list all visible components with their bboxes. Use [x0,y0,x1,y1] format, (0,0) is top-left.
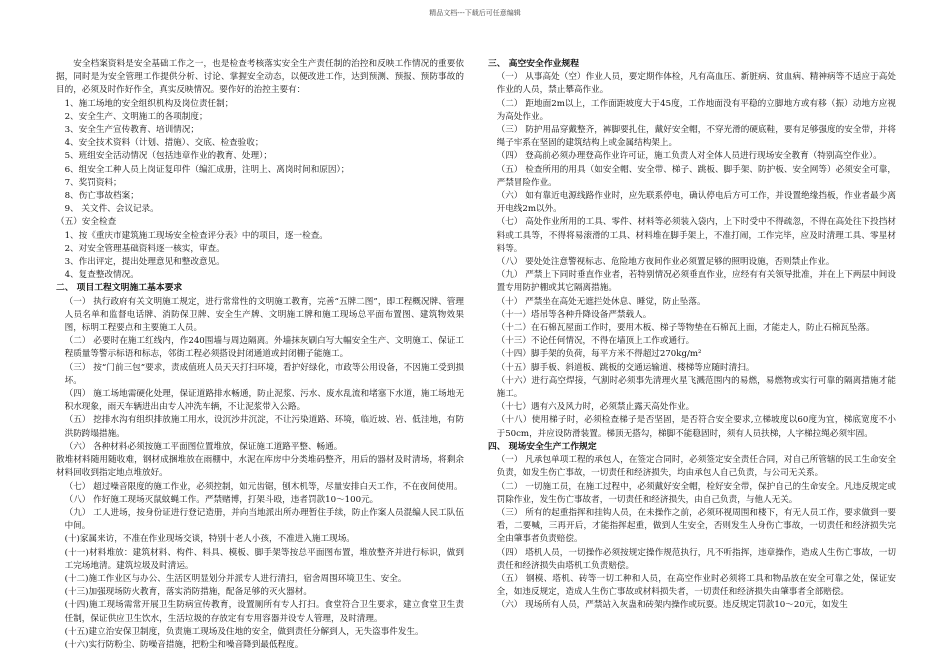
paragraph: （十二）在石棉瓦屋面工作时，要用木板、梯子等物垫在石棉瓦上面，才能走人，防止石棉瓦坠落。 [496,323,875,334]
paragraph: （十八）使用梯子时，必须检查梯子是否坚固，是否符合安全要求,立梯坡度以60度为宜，梯底宽度不小于50cm，并应设防滑装置。梯顶无搭勾，梯脚不能稳固时，须有人员扶梯，人字梯拉绳必须牢固。 [496,415,896,439]
paragraph: （七） 高处作业所用的工具、零件、材料等必须装入袋内，上下时受中不得疏忽，不得在高处往下投挡材料或工具等，不得将易滚滑的工具、材料堆在脚手架上，不准打闹，工作完毕，应及时清理工具、零星材料等。 [496,217,896,254]
paragraph: (十五)建立治安保卫制度，负责施工现场及住地的安全，做到责任分解到人，无失盗事件发生。 [64,626,424,637]
paragraph: （八） 作好施工现场灭鼠蚊蝇工作。严禁赌博，打架斗殴，违者罚款10～100元。 [64,494,379,505]
paragraph: （六） 各种材料必须按施工平面图位置堆放，保证施工道路平整、畅通。 [64,441,343,452]
list-item: 2、对安全管理基础资料逐一核实，审查。 [64,243,225,254]
paragraph: （四） 塔机人员，一切操作必须按规定操作规范执行，凡不听指挥，违章操作，造成人生伤亡事故，一切责任和经济损失由塔机工负责赔偿。 [496,547,896,571]
paragraph: （九） 工人进场，按身份证进行登记造册，并向当地派出所办理暂住手续，防止作案人员混编人民工队伍中间。 [64,507,464,532]
paragraph: （十一）塔吊等各种升降设备严禁载人。 [496,309,652,320]
paragraph: （十三）不论任何情况，不得在墙顶上工作或通行。 [496,336,695,347]
paragraph: （六） 现场所有人员，严禁站入灰蛊和砖架内操作或玩耍。违反规定罚款10～20元，如发生 [496,600,848,611]
paragraph: （五） 检查所用的用具（如安全帽、安全带、梯子、跳板、脚手架、防护板、安全网等）必须安全可靠，严禁冒险作业。 [496,164,896,188]
paragraph: （三） 按“门前三包”要求，责成值班人员天天打扫环境，看护好绿化，市政等公用设备，不因施工受到损坏。 [64,362,464,386]
list-item: 1、按《重庆市建筑施工现场安全检查评分表》中的项目，逐一检查。 [64,230,328,241]
heading-civilized-construction: 二、 项目工程文明施工基本要求 [56,283,183,294]
list-item: 2、安全生产、文明施工的各项制度； [64,111,208,122]
inspection-list [56,230,464,283]
list-item: 4、安全技术资料（计划、措施）、交底、检查验收； [64,138,264,149]
paragraph: （四） 施工场地需硬化处理，保证道路排水畅通，防止泥浆、污水、废水乱流和堵塞下水道，施工场地无积水现象，雨天车辆进出由专人冲洗车辆，不让泥浆带入公路。 [64,389,464,413]
paragraph: （十） 严禁坐在高处无遮拦处休息、睡觉，防止坠落。 [496,296,706,307]
paragraph: （一） 从事高处（空）作业人员，要定期作体检，凡有高血压、新脏病、贫血病、精神病等不适应于高处作业的人员，禁止攀高作业。 [496,72,896,96]
paragraph: （二） 距地面2m以上，工作面距坡度大于45度，工作地面没有平稳的立脚地方或有移（振）动地方应视为高处作业。 [496,98,896,122]
paragraph: （一） 凡承包单项工程的承包人，在签定合同时，必须签定安全责任合同，对自己所管辖的民工生命安全负责，如发生伤亡事故，一切责任和经济损失，均由承包人自己负责，与公司无关系。 [496,455,896,479]
list-item: 9、 关文件、会议记录。 [64,204,159,215]
paragraph: (十一)材料堆放：建筑材料、构件、料具、模板、脚手架等按总平面图布置，堆放整齐并进行标识，做到工完场地清。建筑垃圾及时清运。 [64,547,464,571]
paragraph: 散堆材料随用随收难，钢材成捆堆放在雨棚中，水泥在库房中分类堆码整齐，用后的器材及时清场，将剩余材料回收到指定地点堆放好。 [56,455,464,479]
paragraph: （八） 要处处注意警视标志、危险地方夜间作业必须置足够的照明设施，否则禁止作业。 [496,257,835,268]
paragraph: （七） 超过噪音限度的施工作业，必须控制，如元齿锯，刨木机等，尽量安排白天工作，不在夜间使用。 [64,481,463,492]
section-safety-inspection: （五）安全检查 [56,217,117,228]
list-item: 3、安全生产宣传教育、培训情况； [64,125,199,136]
paragraph: （二） 一切施工员，在施工过程中，必须戴好安全帽，栓好安全带，保护自己的生命安全。凡违反规定或罚除作业，发生伤亡事故者，一切责任和经济损失，由自己负责，与他人无关。 [496,481,896,505]
paragraph: （五） 钢模、塔机、砖等一切工种和人员，在高空作业时必须将工具和物品放在安全可靠之处，保证安全，如违反规定，造成人生伤亡事故或材料损失者，一切责任和经济损失由肇事者全部赔偿。 [496,573,896,598]
paragraph: (十二)施工作业区与办公、生活区明显划分并派专人进行清扫，宿舍周围环境卫生、安全。 [64,573,407,584]
paragraph: （十七）遇有六及风力时，必须禁止露天高处作业。 [496,402,695,413]
list-item: 1、施工场地的安全组织机构及岗位责任制； [64,98,234,109]
list-item: 3、作出评定，提出处理意见和整改意见。 [64,257,225,268]
paragraph: （三） 所有的起重指挥和挂钩人员，在未操作之前，必须环视周围和楼下，有无人员工作，要求做到一要看，二要喊，三再开后，才能指挥起重，做到人生安全，否则发生人身伤亡事故，一切责任和经济损失完全由肇事者负责赔偿。 [496,507,896,545]
paragraph: （四） 登高前必须办理登高作业许可证，施工负责人对全体人员进行现场安全教育（特别高空作业）。 [496,151,882,162]
paragraph: （六） 如有靠近电源线路作业时，应先联系停电，确认停电后方可工作，并设置绝缘挡板，作业者最少离开电线2m以外。 [496,191,896,215]
heading-high-altitude-rules: 三、 高空安全作业规程 [488,59,580,69]
paragraph: (十)家属来访，不准在作业现场交谈，特别十老人小孩，不准进入施工现场。 [64,534,355,545]
paragraph: (十三)加强现场防火教育，落实消防措施，配备足够的灭火器材。 [64,587,312,598]
paragraph: (十六)实行防粉尘、防噪音措施，把粉尘和噪音降到最低程度。 [64,639,304,650]
page-header: 精品文档---下载后可任意编辑 [429,9,521,17]
paragraph: （十五）脚手板、斜道板、跳板的交通运输道、楼梯等应随时清扫。 [496,362,755,373]
list-item: 7、奖罚资料； [64,177,122,188]
list-item: 6、组安全工种人员上岗证复印件（编汇成册，注明上、离岗时间和原因）； [64,164,350,175]
paragraph: （三） 防护用品穿戴整齐，裤脚要扎住，戴好安全帽，不穿光滑的硬底鞋，要有足够强度的安全带，并将绳子牢系在坚固的建筑结构上或金属结构架上。 [496,125,896,149]
list-item: 8、伤亡事故档案； [64,191,139,202]
paragraph: (十四)施工现场需常开展卫生防病宣传教育，设置厕所有专人打扫。食堂符合卫生要求，建立食堂卫生责任制，保证供应卫生饮水，生活垃圾的存放定有专用容器并设专人管理，及时清理。 [64,600,464,624]
heading-site-safety-rules: 四、 现场安全生产工作规定 [488,441,597,452]
paragraph: （五） 挖排水沟有组织排放施工用水，设沉沙井沉淀，不让污染道路、环境，临近坡、岩、低洼地，有防洪防跨塌措施。 [64,415,464,439]
paragraph: （十六）进行高空焊接，气割时必须事先清理火星飞溅范围内的易燃，易燃物或实行可靠的隔离措施才能施工。 [496,375,896,400]
paragraph: （二） 必要时在施工红线内，作240围墙与周边隔离。外墙抹灰刷白写大幅安全生产、文明施工、保证工程质量等警示标语和标志，邻街工程必须搭设封闭通道或封闭棚子能施工。 [64,336,464,360]
paragraph: （十四）脚手架的负荷，每平方米不得超过270kg/m² [496,349,702,360]
archive-list [56,98,464,217]
list-item: 5、班组安全活动情况（包括违章作业的教育、处理）； [64,151,273,162]
list-item: 4、复查整改情况。 [64,270,139,281]
left-column [56,58,464,652]
paragraph: （九） 严禁上下同时垂直作业者，若特别情况必须垂直作业，应经有有关领导批准，并在上下两层中间设置专用防护棚或其它隔离措施。 [496,270,896,294]
intro-paragraph: 安全档案资料是安全基础工作之一，也是检查考核落实安全生产责任制的治控和反映工作情况的重要依据，同时是为安全管理工作提供分析、讨论、掌握安全动态，以便改进工作，达到预测、预报、预防事故的目的，必须及时作好作全，真实反映情况。要作好的治控主要有： [56,59,464,96]
right-column [488,58,896,613]
paragraph: （一） 执行政府有关文明施工规定，进行常常性的文明施工教育，完善“五牌二图”，即工程概况牌、管理人员名单和监督电话牌、消防保卫牌、安全生产牌、文明施工牌和施工现场总平面布置图、建筑物效果图，标明工程要点和主要施工人员。 [64,296,464,334]
